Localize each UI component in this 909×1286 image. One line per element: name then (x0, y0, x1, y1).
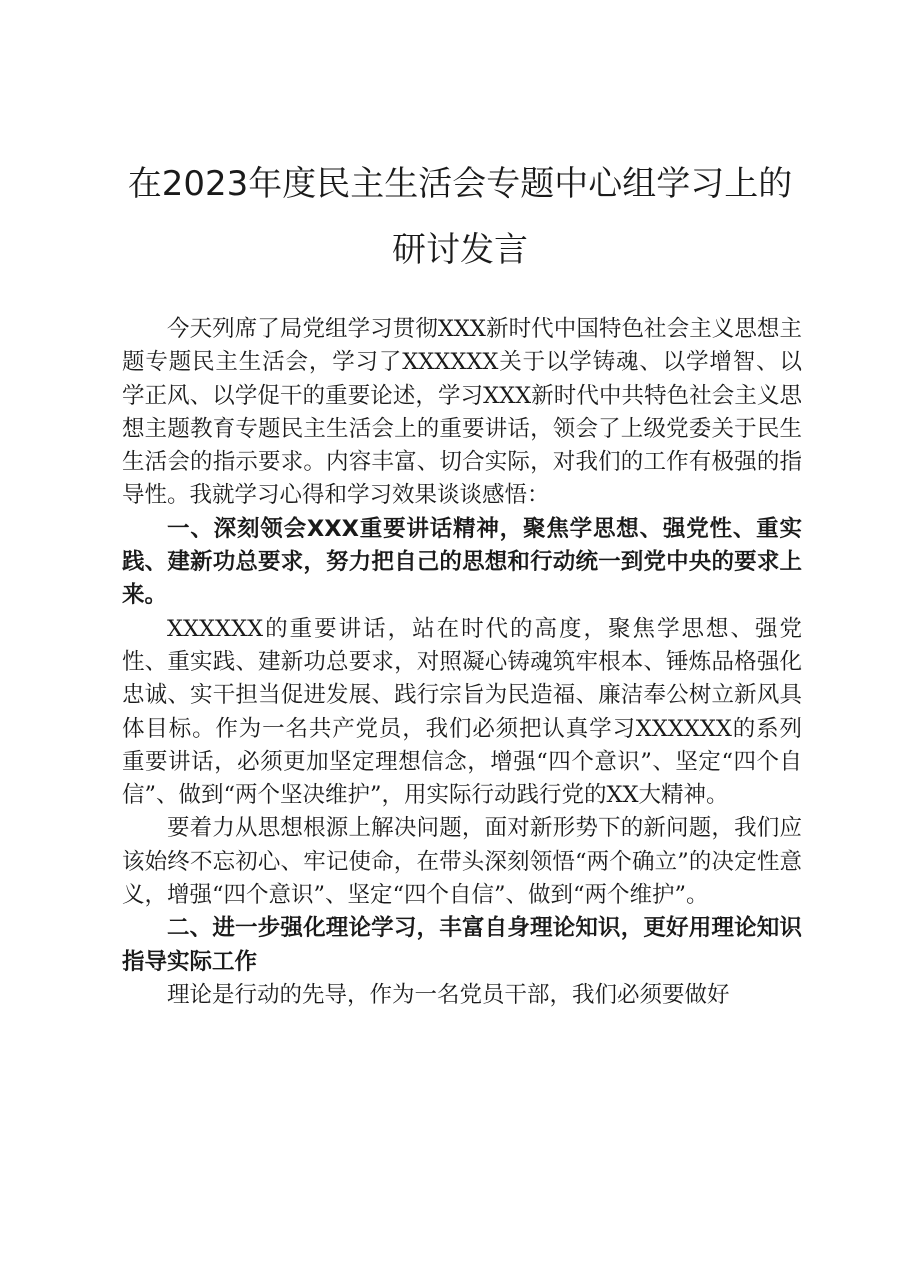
document-body (122, 313, 802, 1012)
document-title-line-1: 在2023年度民主生活会专题中心组学习上的 (127, 164, 793, 204)
paragraph-section-1-b: 要着力从思想根源上解决问题，面对新形势下的新问题，我们应该始终不忘初心、牢记使命，在带头深刻领悟“两个确立”的决定性意义，增强“四个意识”、坚定“四个自信”、做到“两个维护”。 (122, 815, 802, 909)
section-heading-2: 二、进一步强化理论学习，丰富自身理论知识，更好用理论知识指导实际工作 (122, 915, 802, 975)
paragraph-intro: 今天列席了局党组学习贯彻XXX新时代中国特色社会主义思想主题专题民主生活会，学习了XXXXXX关于以学铸魂、以学增智、以学正风、以学促干的重要论述，学习XXX新时代中共特色社会主义思想主题教育专题民主生活会上的重要讲话，领会了上级党委关于民生生活会的指示要求。内容丰富、切合实际，对我们的工作有极强的指导性。我就学习心得和学习效果谈谈感悟： (122, 316, 802, 509)
paragraph-section-2-a: 理论是行动的先导，作为一名党员干部，我们必须要做好 (167, 981, 730, 1008)
section-heading-1: 一、深刻领会XXX重要讲话精神，聚焦学思想、强党性、重实践、建新功总要求，努力把自己的思想和行动统一到党中央的要求上来。 (122, 515, 802, 609)
paragraph-section-1-a: XXXXXX的重要讲话，站在时代的高度，聚焦学思想、强党性、重实践、建新功总要求，对照凝心铸魂筑牢根本、锤炼品格强化忠诚、实干担当促进发展、践行宗旨为民造福、廉洁奉公树立新风具体目标。作为一名共产党员，我们必须把认真学习XXXXXX的系列重要讲话，必须更加坚定理想信念，增强“四个意识”、坚定“四个自信”、做到“两个坚决维护”，用实际行动践行党的XX大精神。 (122, 615, 802, 809)
document-title-line-2: 研讨发言 (392, 230, 528, 270)
